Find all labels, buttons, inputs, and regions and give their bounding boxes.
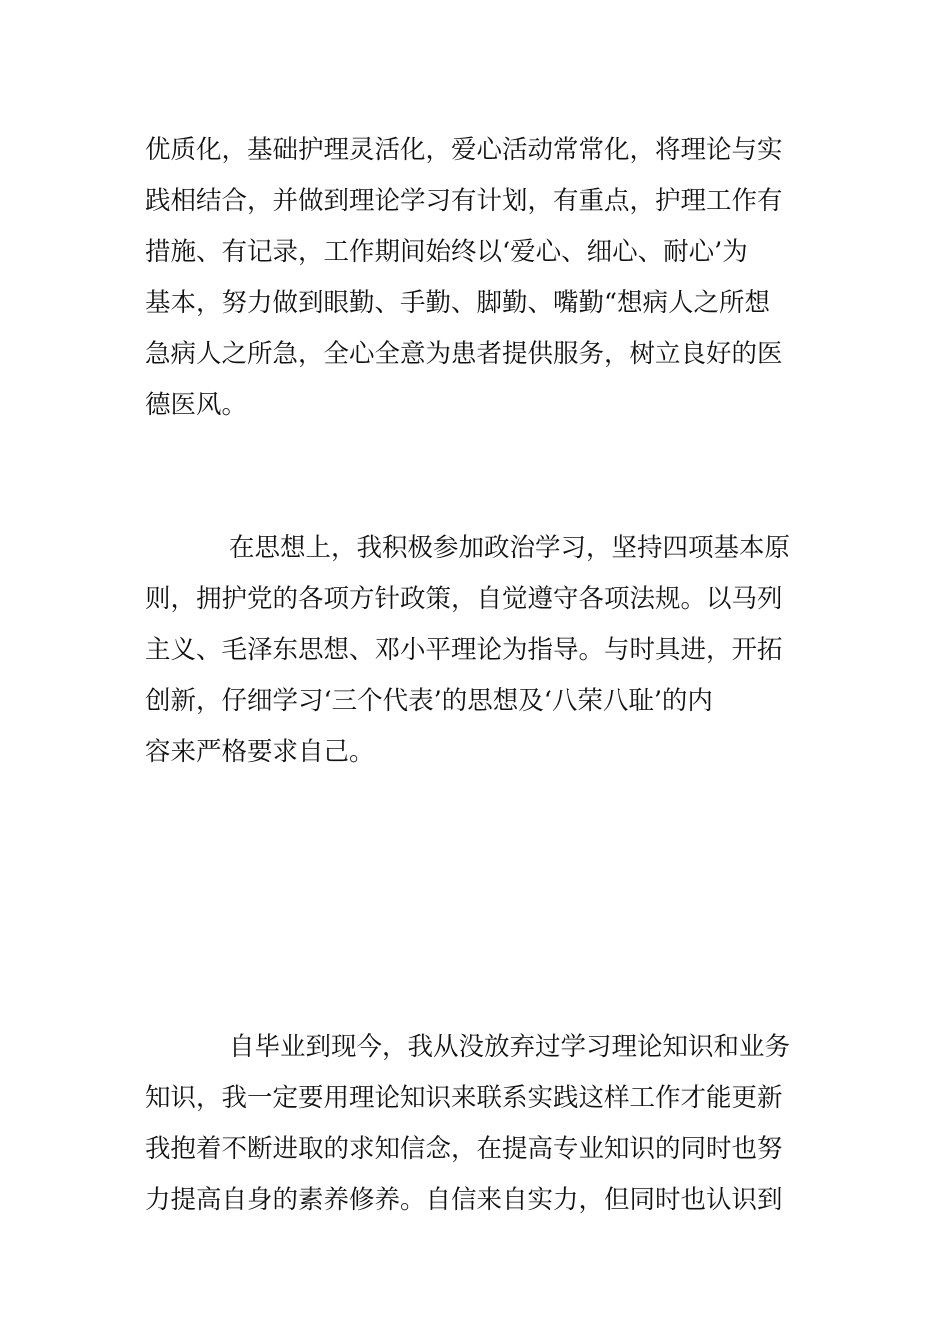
paragraph-line: 创新，仔细学习‘三个代表’的思想及‘八荣八耻’的内 [145,686,713,716]
paragraph-line: 力提高自身的素养修养。自信来自实力，但同时也认识到 [145,1185,783,1215]
paragraph-line: 德医风。 [145,390,248,420]
paragraph-line: 自毕业到现今，我从没放弃过学习理论知识和业务 [229,1032,791,1062]
paragraph-line: 我抱着不断进取的求知信念，在提高专业知识的同时也努 [145,1134,783,1164]
paragraph-line: 基本，努力做到眼勤、手勤、脚勤、嘴勤“想病人之所想 [145,288,771,318]
paragraph-line: 则，拥护党的各项方针政策，自觉遵守各项法规。以马列 [145,584,783,614]
paragraph-line: 容来严格要求自己。 [145,737,375,767]
paragraph-line: 在思想上，我积极参加政治学习，坚持四项基本原 [229,533,791,563]
paragraph-line: 措施、有记录，工作期间始终以‘爱心、细心、耐心’为 [145,237,748,267]
paragraph-line: 急病人之所急，全心全意为患者提供服务，树立良好的医 [145,339,783,369]
paragraph-line: 优质化，基础护理灵活化，爱心活动常常化，将理论与实 [145,135,783,165]
paragraph-line: 主义、毛泽东思想、邓小平理论为指导。与时具进，开拓 [145,635,783,665]
paragraph-line: 知识，我一定要用理论知识来联系实践这样工作才能更新 [145,1083,783,1113]
paragraph-line: 践相结合，并做到理论学习有计划，有重点，护理工作有 [145,186,783,216]
